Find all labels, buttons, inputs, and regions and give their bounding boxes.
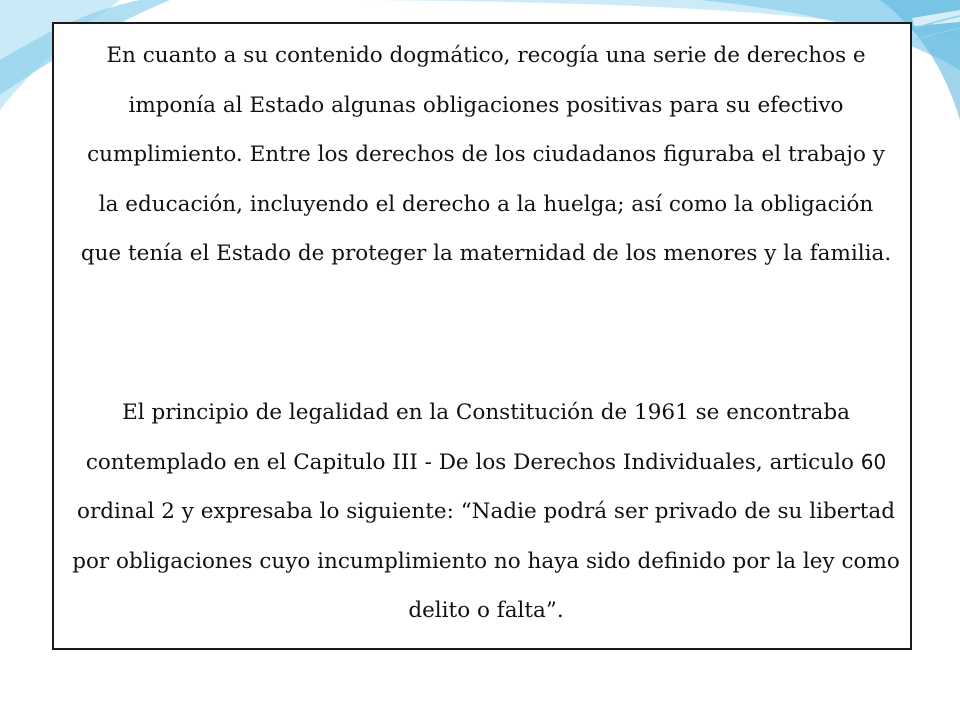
paragraph-legality-text-after: ordinal 2 y expresaba lo siguiente: “Nadie podrá ser privado de su libertad por obligaciones cuyo incumplimiento no haya sido definido por la ley como delito o falta”. bbox=[72, 499, 900, 623]
paragraph-legality-text-before: El principio de legalidad en la Constitución de 1961 se encontraba contemplado en el Capitulo III - De los Derechos Individuales, articulo bbox=[85, 400, 861, 475]
article-number: 60 bbox=[860, 449, 887, 474]
paragraph-dogmatic-content: En cuanto a su contenido dogmático, recogía una serie de derechos e imponía al Estado algunas obligaciones positivas para su efectivo cumplimiento. Entre los derechos de los ciudadanos figuraba el trabajo y la educación, incluyendo el derecho a la huelga; así como la obligación que tenía el Estado de proteger la maternidad de los menores y la familia. bbox=[80, 43, 892, 266]
paragraph-legality-principle bbox=[66, 388, 906, 636]
